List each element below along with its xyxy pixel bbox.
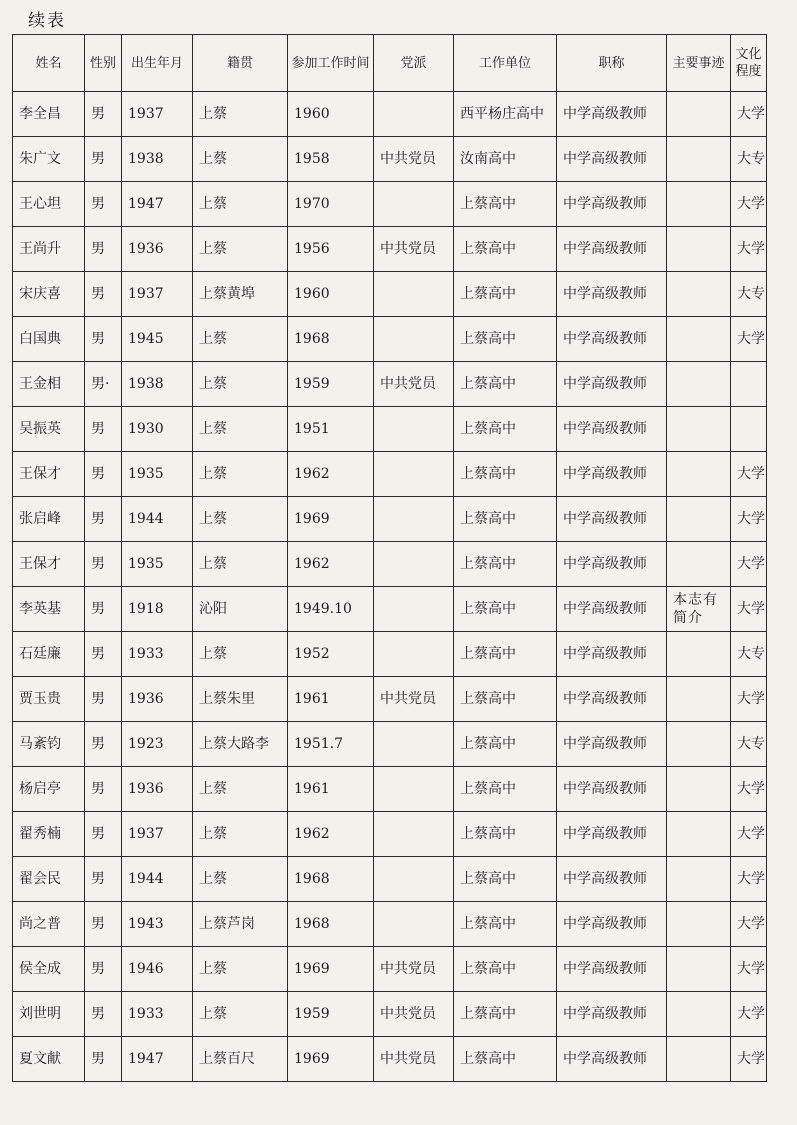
cell-notes — [667, 857, 731, 902]
cell-name: 张启峰 — [13, 497, 85, 542]
cell-education — [731, 407, 767, 452]
cell-work-start: 1962 — [288, 542, 374, 587]
cell-origin: 上蔡 — [193, 92, 288, 137]
cell-work-start: 1956 — [288, 227, 374, 272]
cell-title: 中学高级教师 — [557, 407, 667, 452]
cell-unit: 上蔡高中 — [454, 632, 557, 677]
cell-party: 中共党员 — [374, 992, 454, 1037]
table-row — [13, 632, 767, 677]
table-row — [13, 272, 767, 317]
cell-education — [731, 362, 767, 407]
cell-name: 侯全成 — [13, 947, 85, 992]
cell-notes — [667, 497, 731, 542]
table-row — [13, 767, 767, 812]
cell-party — [374, 452, 454, 497]
table-row — [13, 227, 767, 272]
col-header-unit: 工作单位 — [454, 35, 557, 92]
cell-birth: 1935 — [122, 452, 193, 497]
cell-education: 大学 — [731, 452, 767, 497]
cell-birth: 1938 — [122, 362, 193, 407]
cell-birth: 1936 — [122, 767, 193, 812]
cell-birth: 1937 — [122, 272, 193, 317]
cell-unit: 上蔡高中 — [454, 452, 557, 497]
cell-name: 贾玉贵 — [13, 677, 85, 722]
cell-education: 大专 — [731, 137, 767, 182]
cell-sex: 男 — [85, 857, 122, 902]
col-header-party: 党派 — [374, 35, 454, 92]
cell-birth: 1947 — [122, 182, 193, 227]
cell-sex: 男 — [85, 992, 122, 1037]
cell-origin: 上蔡 — [193, 407, 288, 452]
cell-birth: 1918 — [122, 587, 193, 632]
cell-education: 大学 — [731, 497, 767, 542]
cell-name: 王金相 — [13, 362, 85, 407]
cell-origin: 上蔡 — [193, 812, 288, 857]
cell-unit: 上蔡高中 — [454, 767, 557, 812]
cell-unit: 上蔡高中 — [454, 272, 557, 317]
cell-title: 中学高级教师 — [557, 1037, 667, 1082]
table-row — [13, 317, 767, 362]
cell-sex: 男 — [85, 407, 122, 452]
cell-notes — [667, 722, 731, 767]
cell-work-start: 1968 — [288, 317, 374, 362]
cell-education: 大专 — [731, 272, 767, 317]
cell-party: 中共党员 — [374, 677, 454, 722]
cell-education: 大学 — [731, 317, 767, 362]
col-header-education: 文化程度 — [731, 35, 767, 92]
cell-birth: 1937 — [122, 812, 193, 857]
cell-title: 中学高级教师 — [557, 767, 667, 812]
cell-party — [374, 722, 454, 767]
cell-title: 中学高级教师 — [557, 542, 667, 587]
cell-party — [374, 767, 454, 812]
cell-party — [374, 587, 454, 632]
cell-party — [374, 182, 454, 227]
col-header-work-start: 参加工作时间 — [288, 35, 374, 92]
cell-work-start: 1951.7 — [288, 722, 374, 767]
cell-sex: 男 — [85, 497, 122, 542]
cell-sex: 男 — [85, 182, 122, 227]
cell-origin: 上蔡朱里 — [193, 677, 288, 722]
cell-title: 中学高级教师 — [557, 632, 667, 677]
table-row — [13, 92, 767, 137]
col-header-origin: 籍贯 — [193, 35, 288, 92]
cell-education: 大学 — [731, 227, 767, 272]
cell-origin: 上蔡 — [193, 767, 288, 812]
cell-name: 刘世明 — [13, 992, 85, 1037]
table-row — [13, 812, 767, 857]
cell-origin: 上蔡 — [193, 452, 288, 497]
cell-notes — [667, 92, 731, 137]
cell-title: 中学高级教师 — [557, 677, 667, 722]
cell-origin: 上蔡 — [193, 497, 288, 542]
cell-party — [374, 407, 454, 452]
cell-name: 朱广文 — [13, 137, 85, 182]
cell-origin: 上蔡 — [193, 857, 288, 902]
cell-name: 石廷廉 — [13, 632, 85, 677]
cell-unit: 上蔡高中 — [454, 227, 557, 272]
cell-birth: 1923 — [122, 722, 193, 767]
cell-sex: 男 — [85, 317, 122, 362]
cell-origin: 上蔡 — [193, 947, 288, 992]
cell-work-start: 1968 — [288, 857, 374, 902]
cell-work-start: 1958 — [288, 137, 374, 182]
cell-notes — [667, 767, 731, 812]
cell-sex: 男 — [85, 677, 122, 722]
cell-origin: 上蔡 — [193, 227, 288, 272]
cell-notes — [667, 407, 731, 452]
cell-sex: 男 — [85, 722, 122, 767]
cell-name: 马紊钧 — [13, 722, 85, 767]
cell-notes — [667, 362, 731, 407]
cell-name: 翟会民 — [13, 857, 85, 902]
cell-notes — [667, 947, 731, 992]
cell-name: 王保才 — [13, 542, 85, 587]
table-row — [13, 137, 767, 182]
cell-party — [374, 902, 454, 947]
cell-title: 中学高级教师 — [557, 137, 667, 182]
table-row — [13, 677, 767, 722]
cell-origin: 上蔡芦岗 — [193, 902, 288, 947]
table-row — [13, 542, 767, 587]
table-row — [13, 1037, 767, 1082]
cell-unit: 上蔡高中 — [454, 812, 557, 857]
cell-sex: 男 — [85, 767, 122, 812]
table-row — [13, 182, 767, 227]
cell-origin: 上蔡黄埠 — [193, 272, 288, 317]
cell-education: 大学 — [731, 947, 767, 992]
cell-origin: 沁阳 — [193, 587, 288, 632]
personnel-table — [12, 34, 767, 1082]
table-row — [13, 362, 767, 407]
cell-education: 大学 — [731, 182, 767, 227]
cell-notes — [667, 677, 731, 722]
cell-name: 王尚升 — [13, 227, 85, 272]
cell-unit: 上蔡高中 — [454, 722, 557, 767]
cell-birth: 1944 — [122, 857, 193, 902]
cell-unit: 上蔡高中 — [454, 677, 557, 722]
cell-work-start: 1951 — [288, 407, 374, 452]
cell-notes — [667, 182, 731, 227]
cell-unit: 上蔡高中 — [454, 317, 557, 362]
cell-work-start: 1949.10 — [288, 587, 374, 632]
col-header-title: 职称 — [557, 35, 667, 92]
cell-party — [374, 272, 454, 317]
cell-name: 李全昌 — [13, 92, 85, 137]
cell-party: 中共党员 — [374, 137, 454, 182]
cell-title: 中学高级教师 — [557, 812, 667, 857]
cell-education: 大学 — [731, 677, 767, 722]
cell-title: 中学高级教师 — [557, 587, 667, 632]
cell-sex: 男 — [85, 947, 122, 992]
cell-education: 大学 — [731, 767, 767, 812]
cell-sex: 男 — [85, 452, 122, 497]
cell-name: 吴振英 — [13, 407, 85, 452]
cell-sex: 男 — [85, 812, 122, 857]
cell-education: 大学 — [731, 992, 767, 1037]
cell-work-start: 1969 — [288, 947, 374, 992]
cell-title: 中学高级教师 — [557, 227, 667, 272]
cell-sex: 男 — [85, 587, 122, 632]
cell-work-start: 1969 — [288, 1037, 374, 1082]
cell-unit: 上蔡高中 — [454, 1037, 557, 1082]
cell-unit: 上蔡高中 — [454, 857, 557, 902]
cell-work-start: 1970 — [288, 182, 374, 227]
col-header-notes: 主要事迹 — [667, 35, 731, 92]
page-header: 续表 — [28, 11, 66, 31]
cell-unit: 上蔡高中 — [454, 182, 557, 227]
cell-education: 大专 — [731, 632, 767, 677]
cell-work-start: 1960 — [288, 92, 374, 137]
cell-notes — [667, 902, 731, 947]
cell-unit: 上蔡高中 — [454, 407, 557, 452]
cell-work-start: 1962 — [288, 812, 374, 857]
col-header-sex: 性别 — [85, 35, 122, 92]
cell-education: 大学 — [731, 902, 767, 947]
cell-party: 中共党员 — [374, 947, 454, 992]
cell-name: 翟秀楠 — [13, 812, 85, 857]
cell-sex: 男 — [85, 902, 122, 947]
cell-name: 王保才 — [13, 452, 85, 497]
cell-birth: 1944 — [122, 497, 193, 542]
col-header-name: 姓名 — [13, 35, 85, 92]
cell-name: 杨启亭 — [13, 767, 85, 812]
cell-birth: 1936 — [122, 227, 193, 272]
cell-birth: 1935 — [122, 542, 193, 587]
cell-notes — [667, 1037, 731, 1082]
cell-sex: 男 — [85, 1037, 122, 1082]
cell-name: 宋庆喜 — [13, 272, 85, 317]
cell-name: 尚之普 — [13, 902, 85, 947]
cell-party — [374, 812, 454, 857]
cell-sex: 男 — [85, 92, 122, 137]
cell-origin: 上蔡大路李 — [193, 722, 288, 767]
cell-sex: 男 — [85, 632, 122, 677]
cell-notes: 本志有简介 — [667, 587, 731, 632]
cell-title: 中学高级教师 — [557, 92, 667, 137]
cell-notes — [667, 542, 731, 587]
cell-birth: 1933 — [122, 632, 193, 677]
cell-birth: 1947 — [122, 1037, 193, 1082]
cell-title: 中学高级教师 — [557, 182, 667, 227]
cell-party — [374, 542, 454, 587]
cell-notes — [667, 452, 731, 497]
cell-birth: 1936 — [122, 677, 193, 722]
cell-work-start: 1961 — [288, 767, 374, 812]
cell-origin: 上蔡 — [193, 992, 288, 1037]
cell-title: 中学高级教师 — [557, 902, 667, 947]
table-row — [13, 722, 767, 767]
cell-work-start: 1959 — [288, 992, 374, 1037]
cell-notes — [667, 632, 731, 677]
cell-unit: 上蔡高中 — [454, 992, 557, 1037]
cell-birth: 1945 — [122, 317, 193, 362]
cell-title: 中学高级教师 — [557, 857, 667, 902]
cell-education: 大学 — [731, 587, 767, 632]
cell-sex: 男 — [85, 542, 122, 587]
cell-notes — [667, 227, 731, 272]
table-row — [13, 902, 767, 947]
cell-notes — [667, 272, 731, 317]
cell-work-start: 1962 — [288, 452, 374, 497]
cell-party — [374, 632, 454, 677]
cell-birth: 1937 — [122, 92, 193, 137]
cell-unit: 上蔡高中 — [454, 902, 557, 947]
cell-unit: 西平杨庄高中 — [454, 92, 557, 137]
cell-title: 中学高级教师 — [557, 947, 667, 992]
cell-unit: 上蔡高中 — [454, 497, 557, 542]
cell-birth: 1933 — [122, 992, 193, 1037]
cell-party: 中共党员 — [374, 362, 454, 407]
cell-title: 中学高级教师 — [557, 317, 667, 362]
cell-name: 王心坦 — [13, 182, 85, 227]
cell-birth: 1943 — [122, 902, 193, 947]
cell-origin: 上蔡 — [193, 137, 288, 182]
cell-education: 大学 — [731, 92, 767, 137]
col-header-birth: 出生年月 — [122, 35, 193, 92]
cell-work-start: 1961 — [288, 677, 374, 722]
cell-origin: 上蔡 — [193, 542, 288, 587]
cell-work-start: 1968 — [288, 902, 374, 947]
cell-notes — [667, 812, 731, 857]
cell-origin: 上蔡 — [193, 182, 288, 227]
cell-sex: 男 — [85, 272, 122, 317]
cell-name: 夏文献 — [13, 1037, 85, 1082]
cell-title: 中学高级教师 — [557, 362, 667, 407]
cell-work-start: 1969 — [288, 497, 374, 542]
table-header-row — [13, 35, 767, 92]
cell-origin: 上蔡百尺 — [193, 1037, 288, 1082]
cell-birth: 1930 — [122, 407, 193, 452]
cell-name: 白国典 — [13, 317, 85, 362]
cell-birth: 1946 — [122, 947, 193, 992]
cell-origin: 上蔡 — [193, 632, 288, 677]
cell-work-start: 1952 — [288, 632, 374, 677]
cell-unit: 汝南高中 — [454, 137, 557, 182]
cell-sex: 男· — [85, 362, 122, 407]
cell-unit: 上蔡高中 — [454, 587, 557, 632]
table-row — [13, 947, 767, 992]
cell-party — [374, 857, 454, 902]
cell-title: 中学高级教师 — [557, 452, 667, 497]
cell-title: 中学高级教师 — [557, 992, 667, 1037]
cell-notes — [667, 137, 731, 182]
cell-party — [374, 317, 454, 362]
cell-title: 中学高级教师 — [557, 497, 667, 542]
cell-party: 中共党员 — [374, 1037, 454, 1082]
cell-education: 大学 — [731, 1037, 767, 1082]
cell-sex: 男 — [85, 137, 122, 182]
cell-work-start: 1959 — [288, 362, 374, 407]
cell-education: 大学 — [731, 857, 767, 902]
table-body — [13, 92, 767, 1082]
cell-birth: 1938 — [122, 137, 193, 182]
cell-party — [374, 92, 454, 137]
table-row — [13, 407, 767, 452]
cell-unit: 上蔡高中 — [454, 947, 557, 992]
cell-education: 大学 — [731, 812, 767, 857]
cell-origin: 上蔡 — [193, 362, 288, 407]
table-row — [13, 857, 767, 902]
cell-title: 中学高级教师 — [557, 722, 667, 767]
cell-title: 中学高级教师 — [557, 272, 667, 317]
cell-education: 大专 — [731, 722, 767, 767]
table-row — [13, 452, 767, 497]
cell-origin: 上蔡 — [193, 317, 288, 362]
cell-party: 中共党员 — [374, 227, 454, 272]
cell-name: 李英基 — [13, 587, 85, 632]
table-row — [13, 992, 767, 1037]
cell-notes — [667, 992, 731, 1037]
table-row — [13, 497, 767, 542]
cell-notes — [667, 317, 731, 362]
cell-unit: 上蔡高中 — [454, 362, 557, 407]
cell-work-start: 1960 — [288, 272, 374, 317]
cell-education: 大学 — [731, 542, 767, 587]
cell-unit: 上蔡高中 — [454, 542, 557, 587]
cell-sex: 男 — [85, 227, 122, 272]
table-row — [13, 587, 767, 632]
cell-party — [374, 497, 454, 542]
